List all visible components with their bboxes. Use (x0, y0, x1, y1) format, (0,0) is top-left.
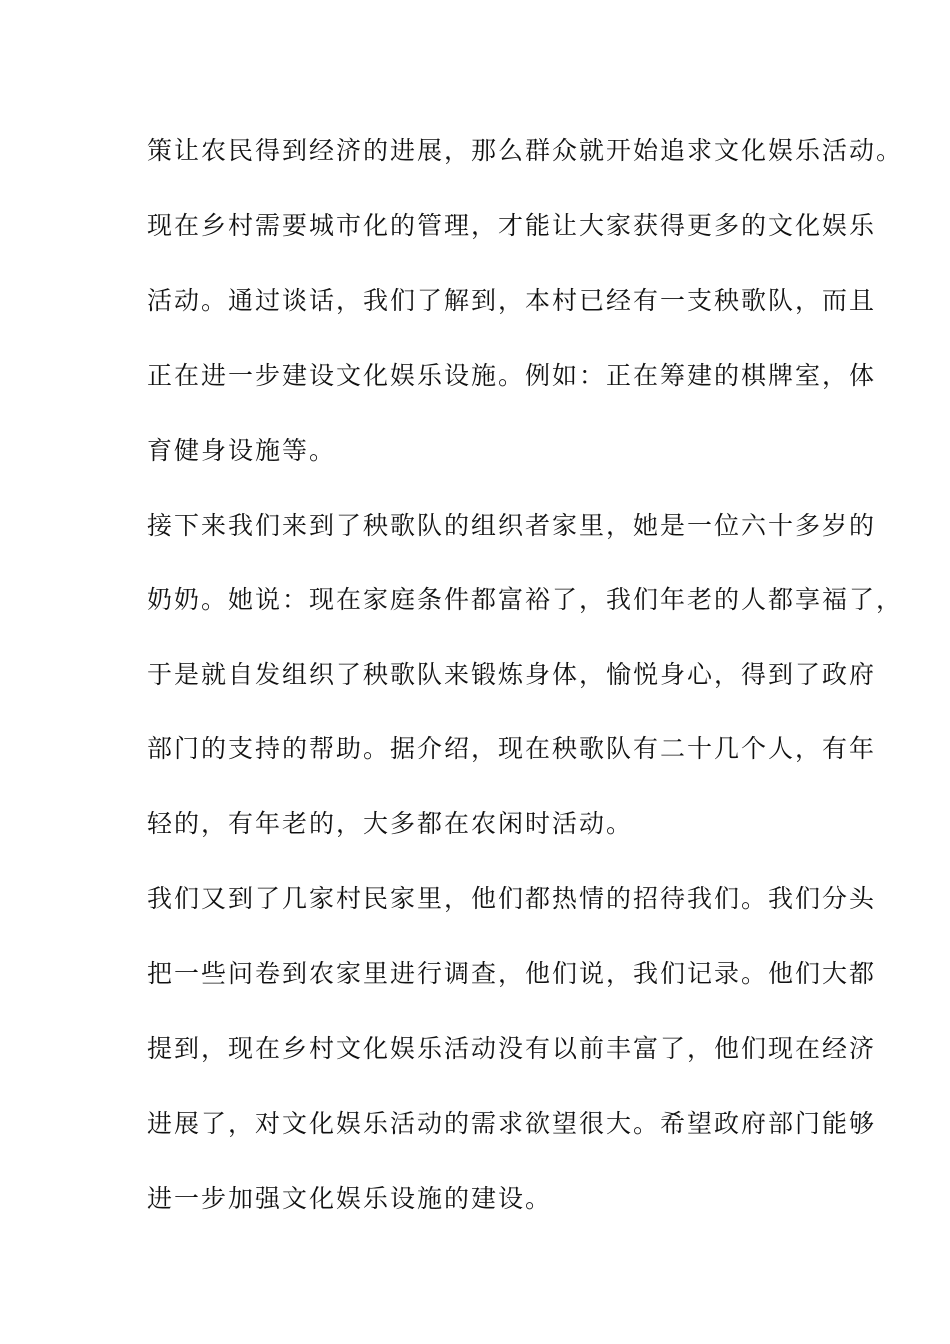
text-line: 部门的支持的帮助。据介绍，现在秧歌队有二十几个人，有年 (147, 734, 877, 763)
text-line: 接下来我们来到了秧歌队的组织者家里，她是一位六十多岁的 (147, 511, 877, 540)
text-line: 把一些问卷到农家里进行调查，他们说，我们记录。他们大都 (147, 959, 877, 988)
text-line: 我们又到了几家村民家里，他们都热情的招待我们。我们分头 (147, 884, 877, 913)
text-line: 轻的，有年老的，大多都在农闲时活动。 (147, 809, 634, 838)
text-line: 正在进一步建设文化娱乐设施。例如：正在筹建的棋牌室，体 (147, 361, 877, 390)
text-line: 活动。通过谈话，我们了解到，本村已经有一支秧歌队，而且 (147, 286, 877, 315)
text-line: 现在乡村需要城市化的管理，才能让大家获得更多的文化娱乐 (147, 211, 877, 240)
text-line: 奶奶。她说：现在家庭条件都富裕了，我们年老的人都享福了， (147, 585, 904, 614)
text-line: 进一步加强文化娱乐设施的建设。 (147, 1184, 553, 1213)
text-line: 提到，现在乡村文化娱乐活动没有以前丰富了，他们现在经济 (147, 1034, 877, 1063)
text-line: 于是就自发组织了秧歌队来锻炼身体，愉悦身心，得到了政府 (147, 660, 877, 689)
text-line: 育健身设施等。 (147, 436, 337, 465)
text-line: 策让农民得到经济的进展，那么群众就开始追求文化娱乐活动。 (147, 136, 904, 165)
text-line: 进展了，对文化娱乐活动的需求欲望很大。希望政府部门能够 (147, 1109, 877, 1138)
